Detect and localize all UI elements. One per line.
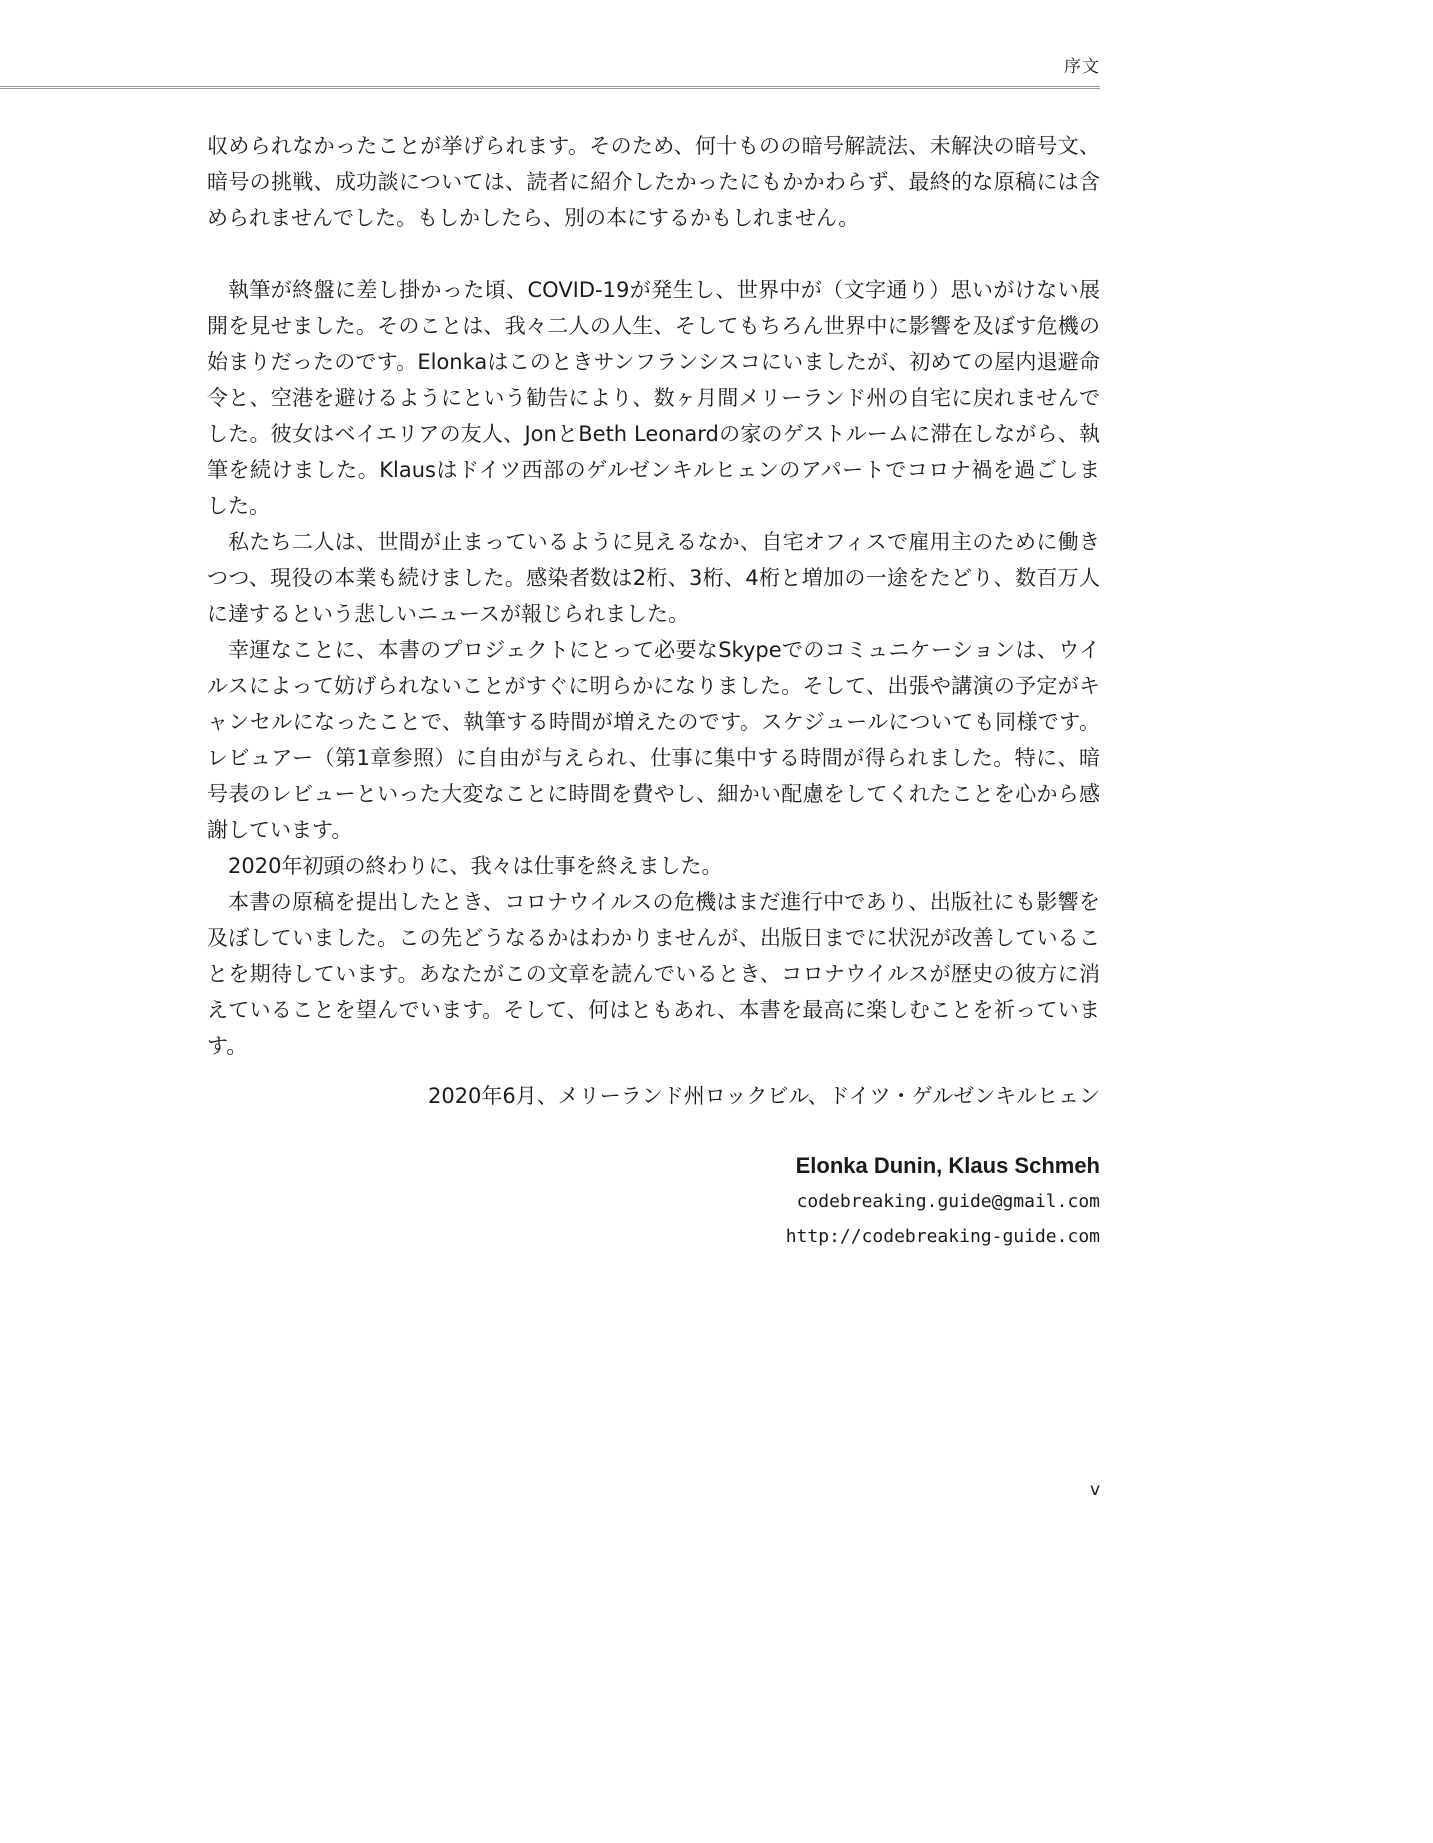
- author-names: Elonka Dunin, Klaus Schmeh: [795, 1153, 1100, 1178]
- dateline: 2020年6月、メリーランド州ロックビル、ドイツ・ゲルゼンキルヒェン: [427, 1084, 1100, 1108]
- signature-block: [786, 1148, 1100, 1254]
- paragraph: 2020年初頭の終わりに、我々は仕事を終えました。: [228, 854, 723, 878]
- website-url: http://codebreaking-guide.com: [785, 1226, 1100, 1247]
- page-number: v: [1089, 1480, 1100, 1500]
- paragraph: 私たち二人は、世間が止まっているように見えるなか、自宅オフィスで雇用主のために働きつつ、現役の本業も続けました。感染者数は2桁、3桁、4桁と増加の一途をたどり、数百万人に達するという悲しいニュースが報じられました。: [207, 530, 1100, 626]
- paragraph: 執筆が終盤に差し掛かった頃、COVID-19が発生し、世界中が（文字通り）思いがけない展開を見せました。そのことは、我々二人の人生、そしてもちろん世界中に影響を及ぼす危機の始まりだったのです。Elonkaはこのときサンフランシスコにいましたが、初めての屋内退避命令と、空港を避けるようにという勧告により、数ヶ月間メリーランド州の自宅に戻れませんでした。彼女はベイエリアの友人、JonとBeth Leonardの家のゲストルームに滞在しながら、執筆を続けました。Klausはドイツ西部のゲルゼンキルヒェンのアパートでコロナ禍を過ごしました。: [207, 278, 1100, 518]
- paragraph: 本書の原稿を提出したとき、コロナウイルスの危機はまだ進行中であり、出版社にも影響を及ぼしていました。この先どうなるかはわかりませんが、出版日までに状況が改善していることを期待しています。あなたがこの文章を読んでいるとき、コロナウイルスが歴史の彼方に消えていることを望んでいます。そして、何はともあれ、本書を最高に楽しむことを祈っています。: [207, 890, 1100, 1058]
- paragraph-continued: 収められなかったことが挙げられます。そのため、何十ものの暗号解読法、未解決の暗号文、暗号の挑戦、成功談については、読者に紹介したかったにもかかわらず、最終的な原稿には含められませんでした。もしかしたら、別の本にするかもしれません。: [207, 134, 1100, 230]
- body-text: [207, 128, 1100, 1064]
- header-rule: [0, 86, 1100, 89]
- paragraph: 幸運なことに、本書のプロジェクトにとって必要なSkypeでのコミュニケーションは、ウイルスによって妨げられないことがすぐに明らかになりました。そして、出張や講演の予定がキャンセルになったことで、執筆する時間が増えたのです。スケジュールについても同様です。レビュアー（第1章参照）に自由が与えられ、仕事に集中する時間が得られました。特に、暗号表のレビューといった大変なことに時間を費やし、細かい配慮をしてくれたことを心から感謝しています。: [207, 638, 1100, 842]
- running-head: 序文: [1064, 57, 1100, 77]
- contact-email: codebreaking.guide@gmail.com: [796, 1191, 1100, 1212]
